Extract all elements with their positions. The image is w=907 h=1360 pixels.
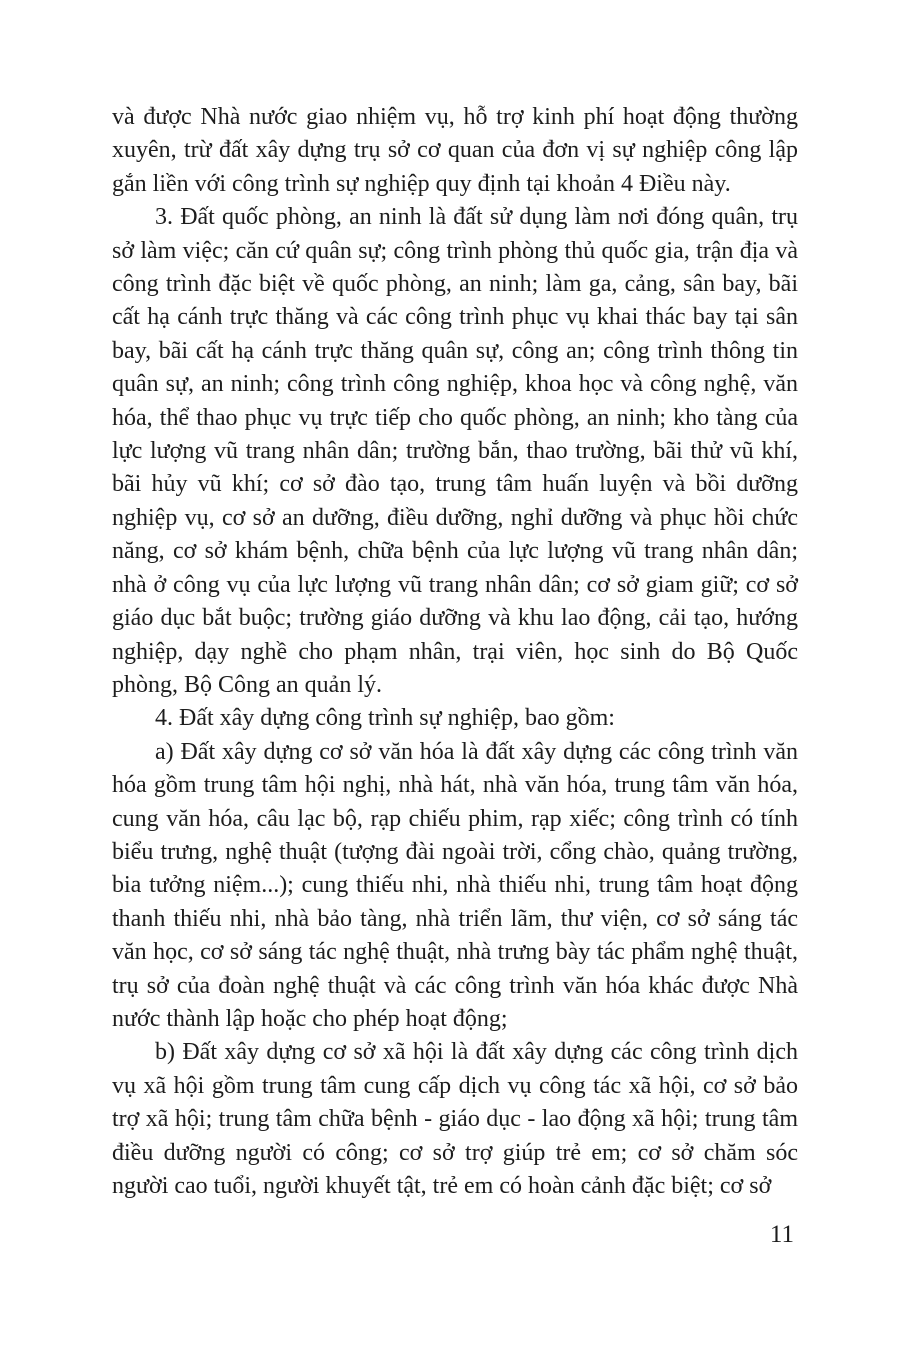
body-paragraph-clause-3: 3. Đất quốc phòng, an ninh là đất sử dụng làm nơi đóng quân, trụ sở làm việc; căn cứ quân sự; công trình phòng thủ quốc gia, trận địa và công trình đặc biệt về quốc phòng, an ninh; làm ga, cảng, sân bay, bãi cất hạ cánh trực thăng và các công trình phục vụ khai thác bay tại sân bay, bãi cất hạ cánh trực thăng quân sự, công an; công trình thông tin quân sự, an ninh; công trình công nghiệp, khoa học và công nghệ, văn hóa, thể thao phục vụ trực tiếp cho quốc phòng, an ninh; kho tàng của lực lượng vũ trang nhân dân; trường bắn, thao trường, bãi thử vũ khí, bãi hủy vũ khí; cơ sở đào tạo, trung tâm huấn luyện và bồi dưỡng nghiệp vụ, cơ sở an dưỡng, điều dưỡng, nghỉ dưỡng và phục hồi chức năng, cơ sở khám bệnh, chữa bệnh của lực lượng vũ trang nhân dân; nhà ở công vụ của lực lượng vũ trang nhân dân; cơ sở giam giữ; cơ sở giáo dục bắt buộc; trường giáo dưỡng và khu lao động, cải tạo, hướng nghiệp, dạy nghề cho phạm nhân, trại viên, học sinh do Bộ Quốc phòng, Bộ Công an quản lý.	[112, 204, 798, 698]
body-paragraph-clause-4: 4. Đất xây dựng công trình sự nghiệp, bao gồm:	[155, 705, 615, 732]
body-paragraph-point-a: a) Đất xây dựng cơ sở văn hóa là đất xây dựng các công trình văn hóa gồm trung tâm hội nghị, nhà hát, nhà văn hóa, trung tâm văn hóa, cung văn hóa, câu lạc bộ, rạp chiếu phim, rạp xiếc; công trình có tính biểu trưng, nghệ thuật (tượng đài ngoài trời, cổng chào, quảng trường, bia tưởng niệm...); cung thiếu nhi, nhà thiếu nhi, trung tâm hoạt động thanh thiếu nhi, nhà bảo tàng, nhà triển lãm, thư viện, cơ sở sáng tác văn học, cơ sở sáng tác nghệ thuật, nhà trưng bày tác phẩm nghệ thuật, trụ sở của đoàn nghệ thuật và các công trình văn hóa khác được Nhà nước thành lập hoặc cho phép hoạt động;	[112, 738, 798, 1032]
body-text	[112, 101, 798, 1203]
page-number: 11	[769, 1221, 794, 1248]
body-paragraph-point-b: b) Đất xây dựng cơ sở xã hội là đất xây dựng các công trình dịch vụ xã hội gồm trung tâm cung cấp dịch vụ công tác xã hội, cơ sở bảo trợ xã hội; trung tâm chữa bệnh - giáo dục - lao động xã hội; trung tâm điều dưỡng người có công; cơ sở trợ giúp trẻ em; cơ sở chăm sóc người cao tuổi, người khuyết tật, trẻ em có hoàn cảnh đặc biệt; cơ sở	[112, 1039, 798, 1199]
body-paragraph: và được Nhà nước giao nhiệm vụ, hỗ trợ kinh phí hoạt động thường xuyên, trừ đất xây dựng trụ sở cơ quan của đơn vị sự nghiệp công lập gắn liền với công trình sự nghiệp quy định tại khoản 4 Điều này.	[112, 104, 798, 197]
